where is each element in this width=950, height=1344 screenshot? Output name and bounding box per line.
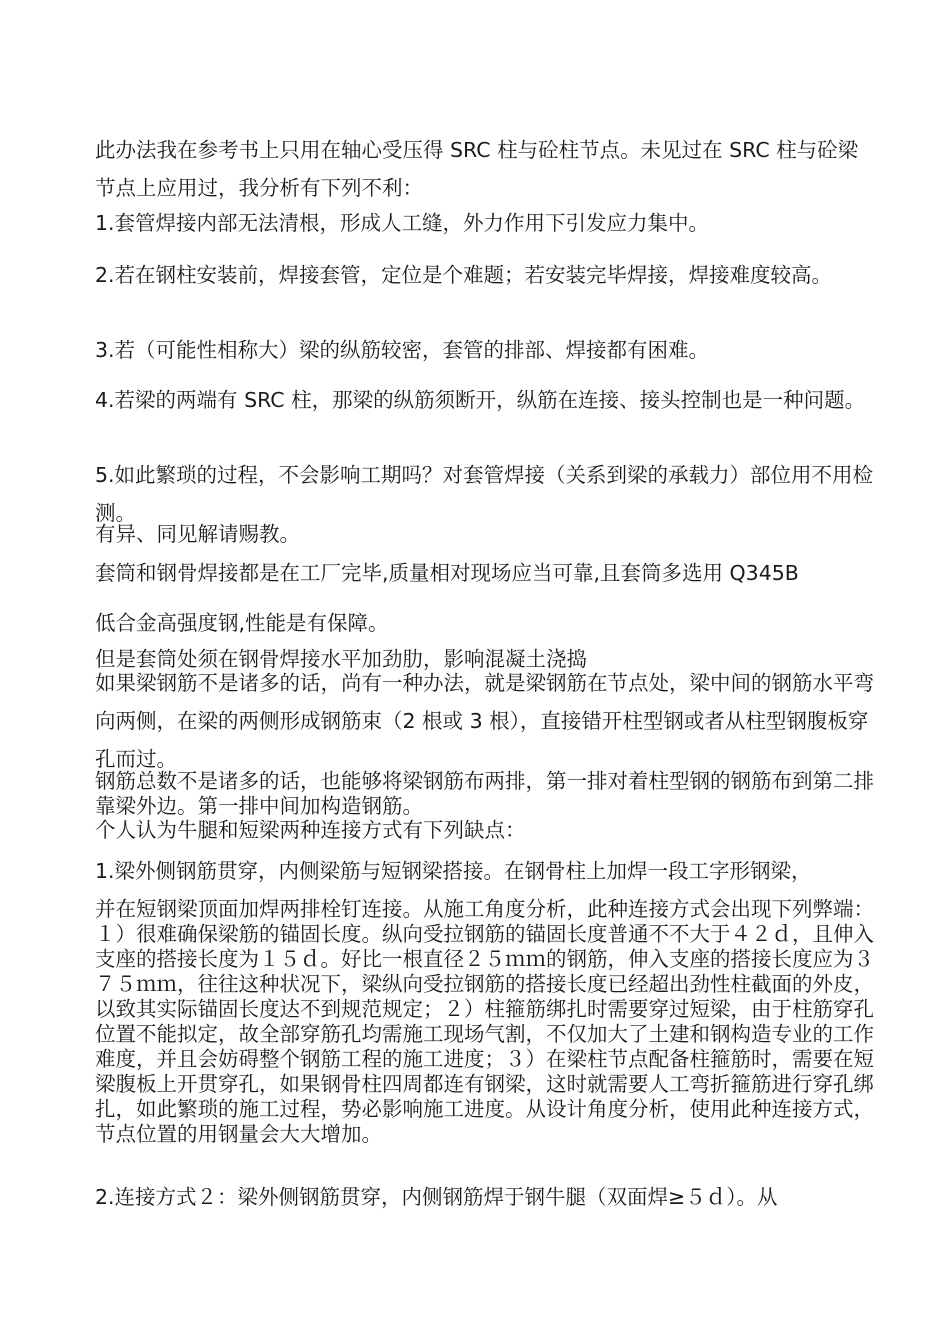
paragraph-reply-5: 个人认为牛腿和短梁两种连接方式有下列缺点： (95, 818, 526, 842)
paragraph-reply-1: 套筒和钢骨焊接都是在工厂完毕,质量相对现场应当可靠,且套筒多选用 Q345B (95, 561, 799, 585)
paragraph-reply-1b: 低合金高强度钢,性能是有保障。 (95, 611, 389, 635)
paragraph-reply-2: 但是套筒处须在钢骨焊接水平加劲肋，影响混凝土浇捣 (95, 647, 587, 671)
paragraph-shortcoming-1-detail: 并在短钢梁顶面加焊两排栓钉连接。从施工角度分析，此种连接方式会出现下列弊端：１）很难确保梁筋的锚固长度。纵向受拉钢筋的锚固长度普通不不大于４２ｄ，且伸入支座的搭接长度为１５ｄ。好比一根直径２５ｍｍ的钢筋，伸入支座的搭接长度应为３７５ｍｍ，往往这种状况下，梁纵向受拉钢筋的搭接长度已经超出劲性柱截面的外皮，以致其实际锚固长度达不到规范规定；２）柱箍筋绑扎时需要穿过短梁，由于柱筋穿孔位置不能拟定，故全部穿筋孔均需施工现场气割，不仅加大了土建和钢构造专业的工作难度，并且会妨碍整个钢筋工程的施工进度；３）在梁柱节点配备柱箍筋时，需要在短梁腹板上开贯穿孔，如果钢骨柱四周都连有钢梁，这时就需要人工弯折箍筋进行穿孔绑扎，如此繁琐的施工过程，势必影响施工进度。从设计角度分析，使用此种连接方式，节点位置的用钢量会大大增加。 (95, 897, 874, 1146)
paragraph-point-5: 5.如此繁琐的过程，不会影响工期吗？对套管焊接（关系到梁的承载力）部位用不用检测。 (95, 463, 874, 525)
paragraph-point-4: 4.若梁的两端有 SRC 柱，那梁的纵筋须断开，纵筋在连接、接头控制也是一种问题。 (95, 388, 866, 412)
paragraph-intro: 此办法我在参考书上只用在轴心受压得 SRC 柱与砼柱节点。未见过在 SRC 柱与砼梁节点上应用过，我分析有下列不利： (95, 138, 859, 200)
paragraph-shortcoming-2: 2.连接方式２：梁外侧钢筋贯穿，内侧钢筋焊于钢牛腿（双面焊≥５ｄ）。从 (95, 1185, 778, 1209)
paragraph-point-2: 2.若在钢柱安装前，焊接套管，定位是个难题；若安装完毕焊接，焊接难度较高。 (95, 263, 833, 287)
paragraph-request: 有异、同见解请赐教。 (95, 522, 300, 546)
paragraph-reply-3: 如果梁钢筋不是诸多的话，尚有一种办法，就是梁钢筋在节点处，梁中间的钢筋水平弯向两侧，在梁的两侧形成钢筋束（2 根或 3 根），直接错开柱型钢或者从柱型钢腹板穿孔而过。 (95, 671, 874, 771)
paragraph-shortcoming-1: 1.梁外侧钢筋贯穿，内侧梁筋与短钢梁搭接。在钢骨柱上加焊一段工字形钢梁， (95, 859, 812, 883)
paragraph-point-3: 3.若（可能性相称大）梁的纵筋较密，套管的排部、焊接都有困难。 (95, 338, 710, 362)
paragraph-reply-4: 钢筋总数不是诸多的话，也能够将梁钢筋布两排，第一排对着柱型钢的钢筋布到第二排靠梁外边。第一排中间加构造钢筋。 (95, 769, 874, 818)
paragraph-point-1: 1.套管焊接内部无法清根，形成人工缝，外力作用下引发应力集中。 (95, 211, 710, 235)
